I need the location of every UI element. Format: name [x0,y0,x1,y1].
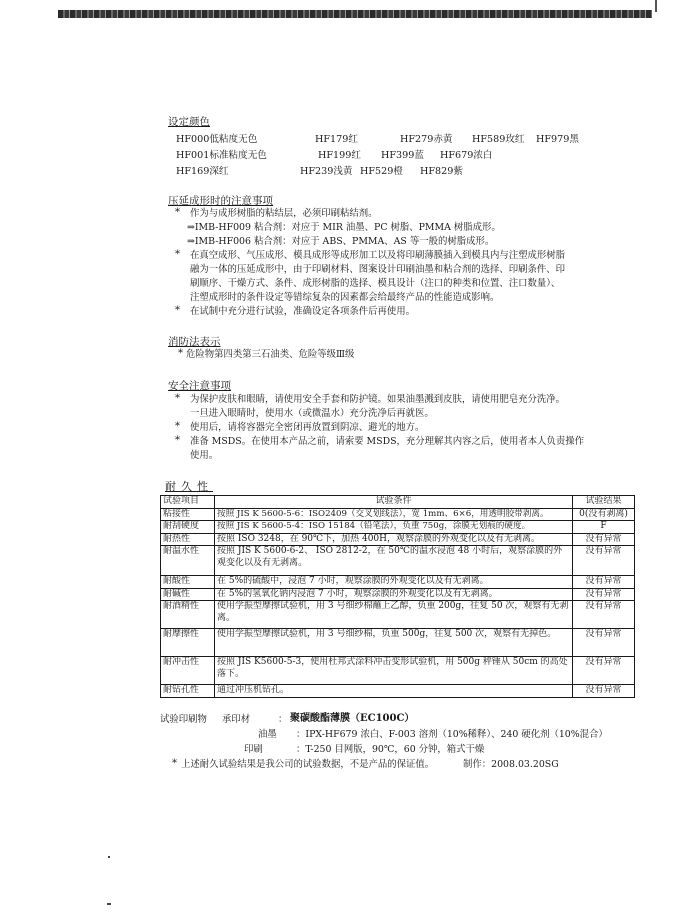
note-line: 在真空成形、气压成形、模具成形等成形加工以及将印刷薄膜插入到模具内与注塑成形树脂 [190,250,566,261]
note-line: 一旦进入眼睛时，使用水（或微温水）充分洗净后再就医。 [190,408,434,419]
table-row [161,546,635,576]
note-line: 刷顺序、干燥方式、条件、成形树脂的选择、模具设计（注口的种类和位置、注口数量）、 [190,278,561,289]
note-line: 使用后，请将容器完全密闭再放置到阴凉、避光的地方。 [190,422,425,433]
test-result: 没有异常 [573,629,635,657]
test-item: 耐热性 [161,533,215,546]
table-header-row [161,496,635,509]
table-row [161,533,635,546]
test-item: 耐摩擦性 [161,629,215,657]
bullet-star: * [178,348,183,359]
color-item: HF979黑 [536,134,579,145]
test-result: F [573,521,635,534]
color-item: HF679浓白 [440,150,493,161]
test-condition: 按照 ISO 3248，在 90℃下，加热 400H，观察涂膜的外观变化以及有无剥离。 [215,533,573,546]
note-line: 注塑成形时的条件设定等错综复杂的因素都会给最终产品的性能造成影响。 [190,292,500,303]
fire-law-heading: 消防法表示 [168,336,221,348]
test-item: 耐酸性 [161,576,215,589]
print-value: ：T-250 目网版，90℃，60 分钟，箱式干燥 [296,744,485,755]
test-condition: 按照 JIS K 5600-6-2、 ISO 2812-2，在 50℃的温水浸泡 48 小时后，观察涂膜的外观变化以及有无剥离。 [215,546,573,576]
color-item: HF529橙 [360,166,403,177]
test-item: 耐钻孔性 [161,685,215,698]
note-line: ⇒IMB-HF009 粘合剂：对应于 MIR 油墨、PC 树脂、PMMA 树脂成形。 [187,222,501,233]
substrate-sep: ： [278,714,288,725]
substrate-label: 承印材 [222,714,251,725]
table-row [161,521,635,534]
scan-speck [107,903,111,905]
color-item: HF001标准粘度无色 [176,150,267,161]
test-item: 耐碱性 [161,588,215,601]
test-item: 耐酒精性 [161,601,215,629]
table-row [161,685,635,698]
note-line: 为保护皮肤和眼睛，请使用安全手套和防护镜。如果油墨溅到皮肤，请使用肥皂充分洗净。 [190,394,566,405]
table-row [161,508,635,521]
bullet-star: * [175,249,180,260]
note-line: 在试制中充分进行试验，准确设定各项条件后再使用。 [190,306,416,317]
column-header: 试验项目 [161,496,215,509]
test-condition: 在 5%的氢氧化钠内浸泡 7 小时，观察涂膜的外观变化以及有无剥离。 [215,588,573,601]
table-row [161,588,635,601]
test-condition: 按照 JIS K5600-5-3，使用杜邦式涂料冲击变形试验机，用 500g 秤锤从 50cm 的高处落下。 [215,657,573,685]
color-item: HF279赤黄 [400,134,453,145]
note-line: 融为一体的压延成形中，由于印刷材料、图案设计印刷油墨和粘合剂的选择、印刷条件、印 [190,264,566,275]
bullet-star: * [175,207,180,218]
note-line: ⇒IMB-HF006 粘合剂：对应于 ABS、PMMA、AS 等一般的树脂成形。 [187,236,495,247]
color-item: HF829紫 [420,166,463,177]
test-item: 耐刮硬度 [161,521,215,534]
durability-table [160,495,635,698]
substrate-value: 聚碳酸酯薄膜（EC100C） [290,713,415,724]
test-result: 0(没有剥离) [573,508,635,521]
test-result: 没有异常 [573,533,635,546]
scan-speck [108,856,110,858]
safety-heading: 安全注意事项 [168,380,231,392]
made-date: 制作：2008.03.20SG [463,759,559,770]
test-result: 没有异常 [573,601,635,629]
disclaimer-note: 上述耐久试验结果是我公司的试验数据，不是产品的保证值。 [181,759,435,770]
color-item: HF399蓝 [381,150,424,161]
test-condition: 在 5%的硫酸中，浸泡 7 小时，观察涂膜的外观变化以及有无剥离。 [215,576,573,589]
test-condition: 使用学振型摩擦试验机，用 3 号细纱棉蘸上乙醇，负重 200g，往复 50 次，观察有无剥离。 [215,601,573,629]
color-item: HF000低粘度无色 [176,134,258,145]
test-result: 没有异常 [573,657,635,685]
test-item: 粘接性 [161,508,215,521]
fire-law-line: 危险物第四类第三石油类、危险等级Ⅲ级 [186,349,355,360]
test-item: 耐温水性 [161,546,215,576]
color-item: HF199红 [318,150,361,161]
print-label: 印刷 [244,744,263,755]
column-header: 试验条件 [215,496,573,509]
test-item: 耐冲击性 [161,657,215,685]
table-row [161,657,635,685]
table-row [161,576,635,589]
test-condition: 通过冲压机钻孔。 [215,685,573,698]
note-line: 准备 MSDS。在使用本产品之前，请索要 MSDS，充分理解其内容之后，使用者本人负责操作 [190,436,585,447]
column-header: 试验结果 [573,496,635,509]
note-line: 作为与成形树脂的粘结层，必须印刷粘结剂。 [190,208,378,219]
note-line: 使用。 [190,450,219,461]
specimen-label: 试验印刷物 [160,714,207,725]
press-forming-heading: 压延成形时的注意事项 [168,195,273,207]
bullet-star: * [175,421,180,432]
bullet-star: * [175,393,180,404]
ink-label: 油墨 [258,729,277,740]
color-item: HF169深红 [176,166,229,177]
test-condition: 按照 JIS K 5600-5-6：ISO2409（交叉划线法），宽 1mm、6×6，用透明胶带剥离。 [215,508,573,521]
test-result: 没有异常 [573,576,635,589]
scan-edge-band [58,10,652,18]
color-item: HF589玫红 [472,134,525,145]
test-condition: 使用学振型摩擦试验机，用 3 号细纱棉，负重 500g，往复 500 次，观察有无掉色。 [215,629,573,657]
table-row [161,629,635,657]
test-condition: 按照 JIS K 5600-5-4：ISO 15184（铅笔法），负重 750g，涂膜无划痕的硬度。 [215,521,573,534]
bullet-star: * [172,758,177,769]
test-result: 没有异常 [573,546,635,576]
colors-heading: 设定颜色 [168,116,210,128]
table-row [161,601,635,629]
ink-value: ：IPX-HF679 浓白、F-003 溶剂（10%稀释）、240 硬化剂（10%混合） [296,729,608,740]
durability-heading: 耐久性 [165,480,213,493]
color-item: HF179红 [315,134,358,145]
scan-corner-mark [655,0,657,12]
color-item: HF239浅黄 [300,166,353,177]
bullet-star: * [175,435,180,446]
test-result: 没有异常 [573,685,635,698]
test-result: 没有异常 [573,588,635,601]
bullet-star: * [175,305,180,316]
